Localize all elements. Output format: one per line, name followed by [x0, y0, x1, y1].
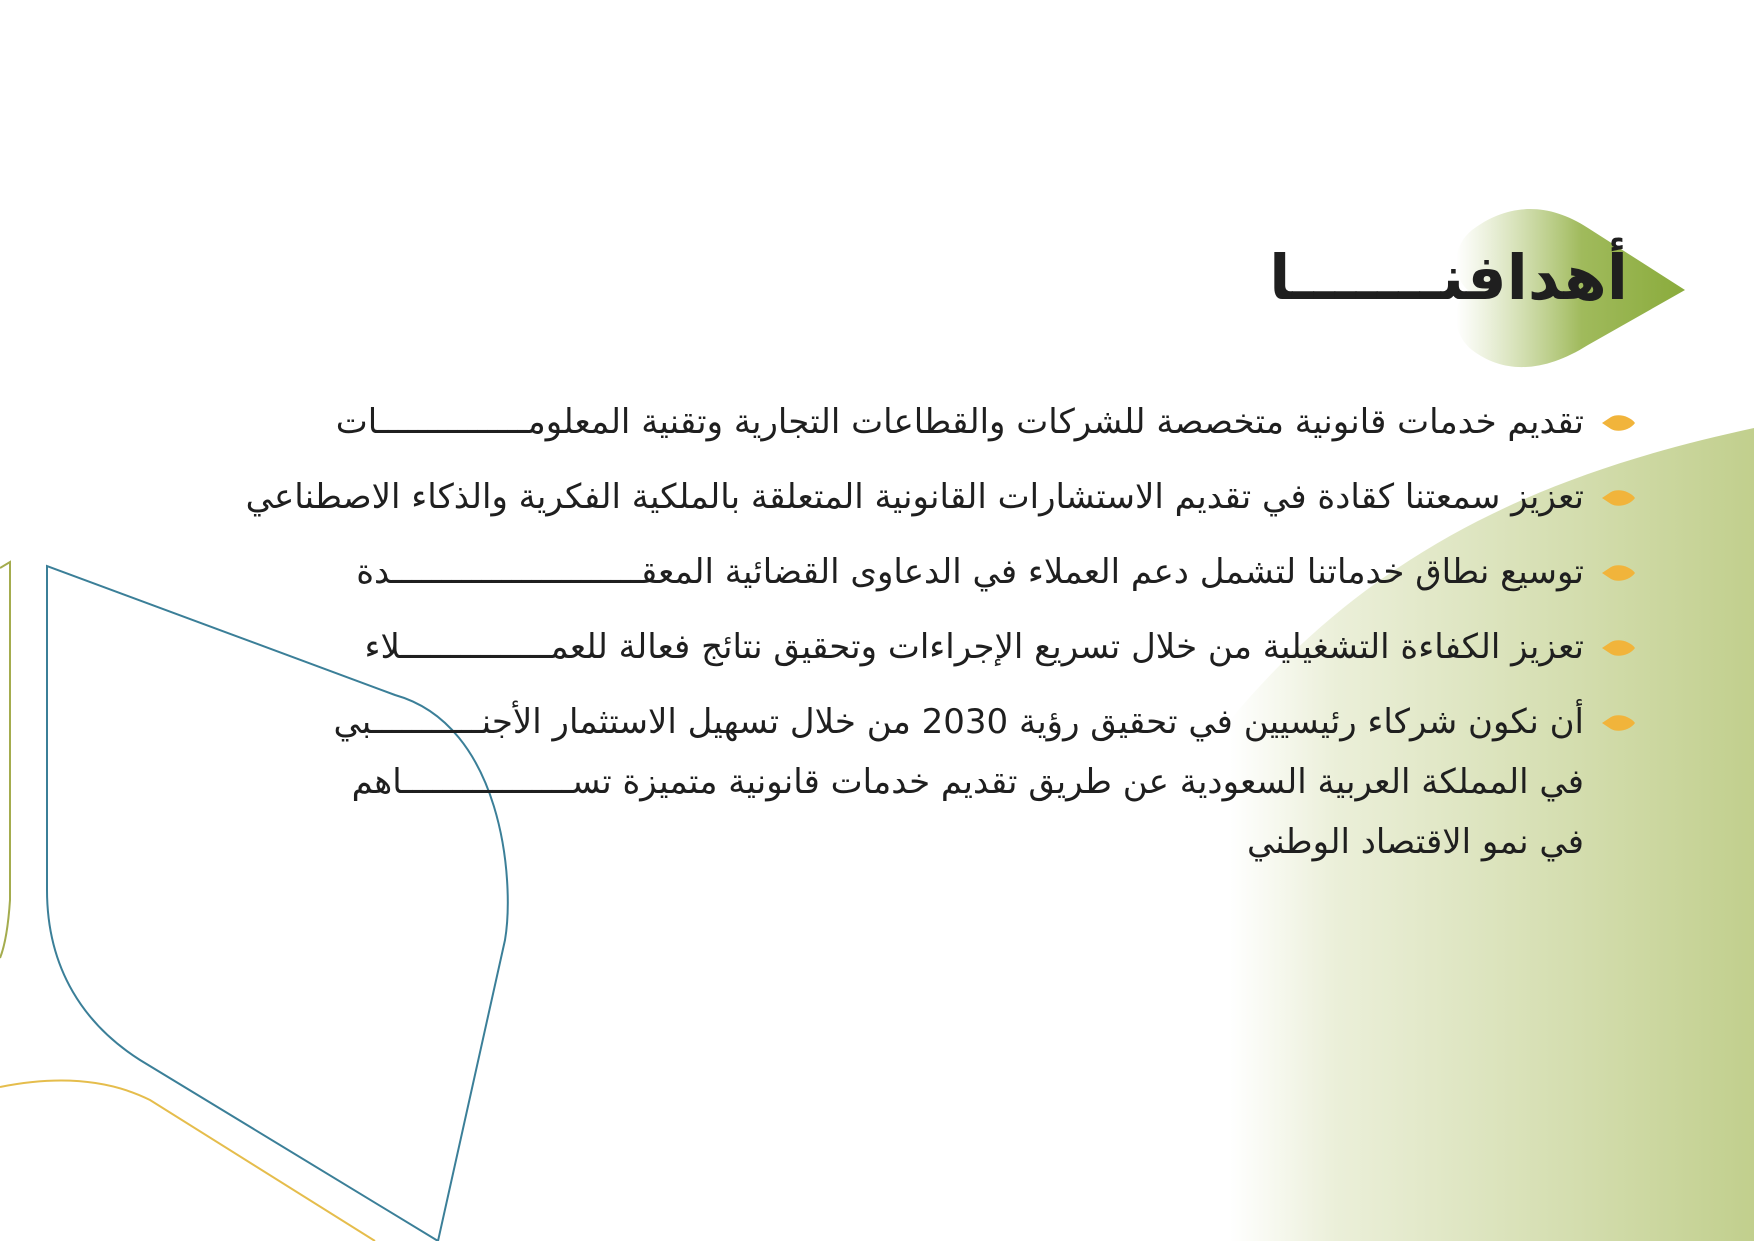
leaf-bullet-icon — [1602, 640, 1636, 656]
yellow-outline-curve — [0, 1081, 375, 1241]
page-title: أهدافنـــــــا — [1269, 241, 1628, 314]
leaf-bullet-icon — [1602, 415, 1636, 431]
olive-outline-shape — [0, 562, 10, 958]
goal-text: تقديم خدمات قانونية متخصصة للشركات والقطاعات التجارية وتقنية المعلومـــــــــــــــات — [335, 402, 1584, 442]
goal-text: تعزيز الكفاءة التشغيلية من خلال تسريع الإجراءات وتحقيق نتائج فعالة للعمـــــــــــــــلاء — [364, 627, 1584, 667]
list-item — [324, 692, 1584, 872]
list-item — [294, 392, 1584, 452]
goal-text: تعزيز سمعتنا كقادة في تقديم الاستشارات القانونية المتعلقة بالملكية الفكرية والذكاء الاصطناعي — [245, 477, 1584, 517]
list-item — [294, 617, 1584, 677]
goals-list — [245, 392, 1584, 887]
list-item — [294, 542, 1584, 602]
leaf-bullet-icon — [1602, 490, 1636, 506]
leaf-bullet-icon — [1602, 565, 1636, 581]
list-item — [245, 467, 1584, 527]
leaf-bullet-icon — [1602, 715, 1636, 731]
goal-text: أن نكون شركاء رئيسيين في تحقيق رؤية 2030 من خلال تسهيل الاستثمار الأجنـــــــــــبي في المملكة العربية السعودية عن طريق تقديم خدمات قانونية متميزة تســـــــــــــــــاهم في نمو الاقتصاد الوطني — [333, 702, 1584, 862]
goal-text: توسيع نطاق خدماتنا لتشمل دعم العملاء في الدعاوى القضائية المعقـــــــــــــــــــــــــدة — [356, 552, 1584, 592]
